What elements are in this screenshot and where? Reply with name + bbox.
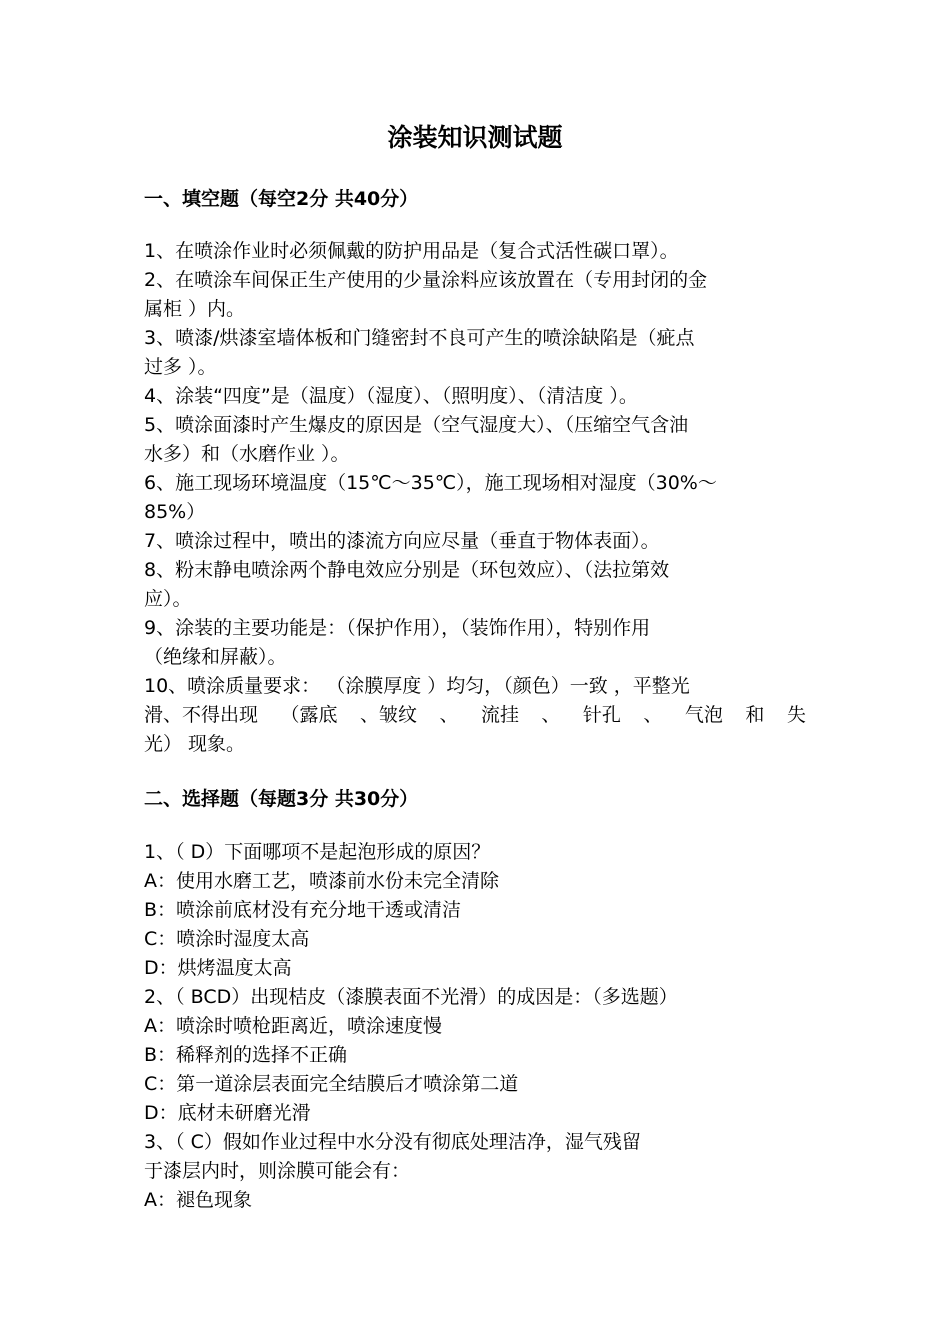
text-fragment: 气泡 [684,704,723,726]
text-fragment: （露底 [280,704,338,726]
question-line: 1、（ D）下面哪项不是起泡形成的原因？ [144,841,491,863]
question-line: 5、喷涂面漆时产生爆皮的原因是（空气湿度大）、（压缩空气含油 [144,414,689,436]
section-heading-fill-in: 一、填空题（每空2分 共40分） [144,188,419,210]
question-line: 3、（ C）假如作业过程中水分没有彻底处理洁净，湿气残留 [144,1131,641,1153]
text-fragment: 、 [643,704,663,726]
option-line: A：喷涂时喷枪距离近，喷涂速度慢 [144,1015,442,1037]
text-fragment: 和 [745,704,765,726]
question-line: 6、施工现场环境温度（15℃～35℃），施工现场相对湿度（30%～ [144,472,717,494]
text-fragment: 、 [541,704,561,726]
question-line: 1、在喷涂作业时必须佩戴的防护用品是（复合式活性碳口罩）。 [144,240,679,262]
question-line: 85%） [144,501,206,523]
question-line: 10、喷涂质量要求： （涂膜厚度 ）均匀，（颜色）一致 ，平整光 [144,675,690,697]
text-fragment: 、 [439,704,459,726]
fill-in-questions [144,237,806,759]
question-line: 应）。 [144,588,192,610]
question-line: 属柜 ）内。 [144,298,246,320]
option-line: D：烘烤温度太高 [144,957,292,979]
question-line: 过多 ）。 [144,356,217,378]
question-line: 光） 现象。 [144,733,246,755]
text-fragment: 针孔 [582,704,621,726]
question-line: 2、（ BCD）出现桔皮（漆膜表面不光滑）的成因是：（多选题） [144,986,678,1008]
question-line-justified [144,701,806,730]
option-line: D：底材未研磨光滑 [144,1102,311,1124]
question-line: 9、涂装的主要功能是：（保护作用），（装饰作用），特别作用 [144,617,651,639]
question-line: 4、涂装“四度”是（温度）（湿度）、（照明度）、（清洁度 ）。 [144,385,638,407]
page-title: 涂装知识测试题 [387,123,563,152]
option-line: C：喷涂时湿度太高 [144,928,310,950]
option-line: A：使用水磨工艺，喷漆前水份未完全清除 [144,870,499,892]
question-line: 于漆层内时，则涂膜可能会有： [144,1160,411,1182]
text-fragment: 失 [786,704,806,726]
question-line: 水多）和（水磨作业 ）。 [144,443,350,465]
option-line: B：喷涂前底材没有充分地干透或清洁 [144,899,462,921]
text-fragment: 流挂 [480,704,519,726]
section-heading-multiple-choice: 二、选择题（每题3分 共30分） [144,788,419,810]
option-line: A：褪色现象 [144,1189,252,1211]
text-fragment: 滑、不得出现 [144,704,259,726]
question-line: 3、喷漆/烘漆室墙体板和门缝密封不良可产生的喷涂缺陷是（疵点 [144,327,695,349]
multiple-choice-questions [144,838,806,1215]
question-line: 7、喷涂过程中，喷出的漆流方向应尽量（垂直于物体表面）。 [144,530,660,552]
question-line: （绝缘和屏蔽）。 [144,646,287,668]
question-line: 8、粉末静电喷涂两个静电效应分别是（环包效应）、（法拉第效 [144,559,670,581]
text-fragment: 、皱纹 [359,704,417,726]
question-line: 2、在喷涂车间保正生产使用的少量涂料应该放置在（专用封闭的金 [144,269,708,291]
option-line: B：稀释剂的选择不正确 [144,1044,348,1066]
option-line: C：第一道涂层表面完全结膜后才喷涂第二道 [144,1073,519,1095]
